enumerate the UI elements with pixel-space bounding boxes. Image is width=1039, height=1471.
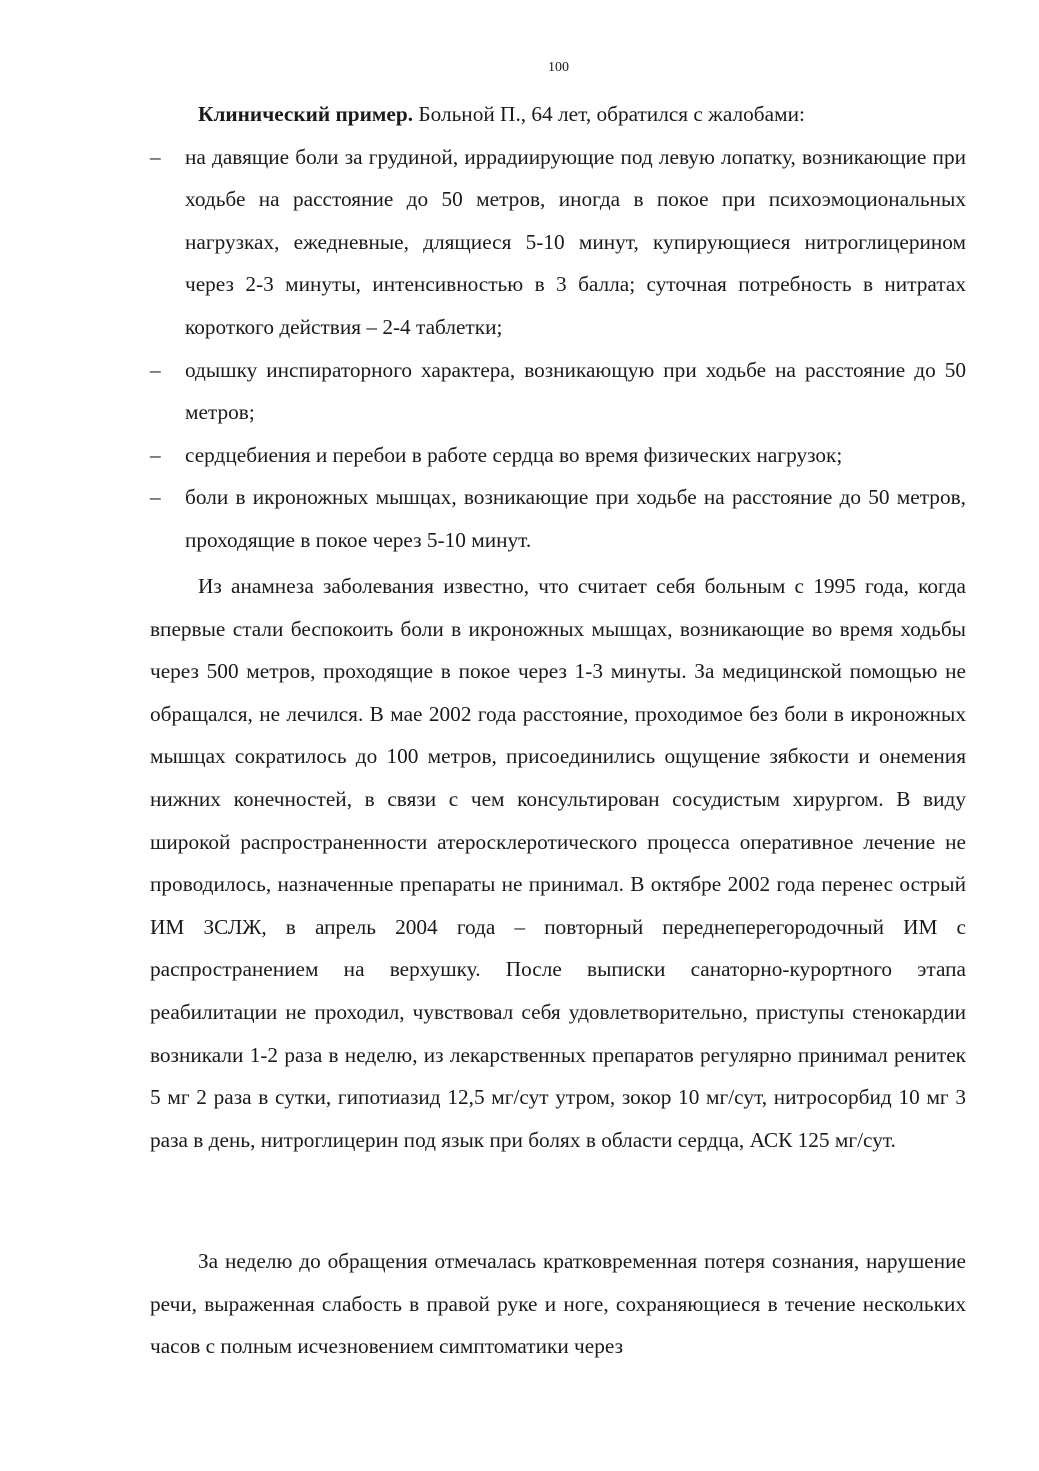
final-paragraph: За неделю до обращения отмечалась кратковременная потеря сознания, нарушение речи, выраженная слабость в правой руке и ноге, сохраняющиеся в течение нескольких часов с полным исчезновением симптоматики через — [150, 1249, 966, 1359]
section-heading: Клинический пример. — [198, 102, 414, 126]
list-item — [150, 476, 966, 561]
anamnesis-section — [150, 565, 966, 1161]
final-section — [150, 1240, 966, 1368]
list-bullet: – — [150, 357, 161, 382]
list-item-text: на давящие боли за грудиной, иррадиирующие под левую лопатку, возникающие при ходьбе на расстояние до 50 метров, иногда в покое при психоэмоциональных нагрузках, ежедневные, длящиеся 5-10 минут, купирующиеся нитроглицерином через 2-3 минуты, интенсивностью в 3 балла; суточная потребность в нитратах короткого действия – 2-4 таблетки; — [185, 144, 966, 339]
complaints-list — [150, 136, 966, 562]
list-item-text: боли в икроножных мышцах, возникающие при ходьбе на расстояние до 50 метров, проходящие в покое через 5-10 минут. — [185, 485, 966, 552]
page-number: 100 — [548, 60, 569, 75]
list-item — [150, 434, 966, 477]
list-item-text: сердцебиения и перебои в работе сердца во время физических нагрузок; — [185, 442, 843, 467]
list-bullet: – — [150, 144, 161, 169]
list-item-text: одышку инспираторного характера, возникающую при ходьбе на расстояние до 50 метров; — [185, 357, 966, 425]
list-item — [150, 349, 966, 434]
intro-paragraph — [150, 93, 966, 136]
intro-text: Больной П., 64 лет, обратился с жалобами: — [413, 102, 805, 126]
list-bullet: – — [150, 442, 161, 467]
anamnesis-paragraph: Из анамнеза заболевания известно, что считает себя больным с 1995 года, когда впервые стали беспокоить боли в икроножных мышцах, возникающие во время ходьбы через 500 метров, проходящие в покое через 1-3 минуты. За медицинской помощью не обращался, не лечился. В мае 2002 года расстояние, проходимое без боли в икроножных мышцах сократилось до 100 метров, присоединились ощущение зябкости и онемения нижних конечностей, в связи с чем консультирован сосудистым хирургом. В виду широкой распространенности атеросклеротического процесса оперативное лечение не проводилось, назначенные препараты не принимал. В октябре 2002 года перенес острый ИМ ЗСЛЖ, в апрель 2004 года – повторный переднеперегородочный ИМ с распространением на верхушку. После выписки санаторно-курортного этапа реабилитации не проходил, чувствовал себя удовлетворительно, приступы стенокардии возникали 1-2 раза в неделю, из лекарственных препаратов регулярно принимал ренитек 5 мг 2 раза в сутки, гипотиазид 12,5 мг/сут утром, зокор 10 мг/сут, нитросорбид 10 мг 3 раза в день, нитроглицерин под язык при болях в области сердца, АСК 125 мг/сут. — [150, 574, 966, 1152]
list-bullet: – — [150, 485, 161, 510]
complaints-section — [150, 93, 966, 562]
list-item — [150, 136, 966, 349]
